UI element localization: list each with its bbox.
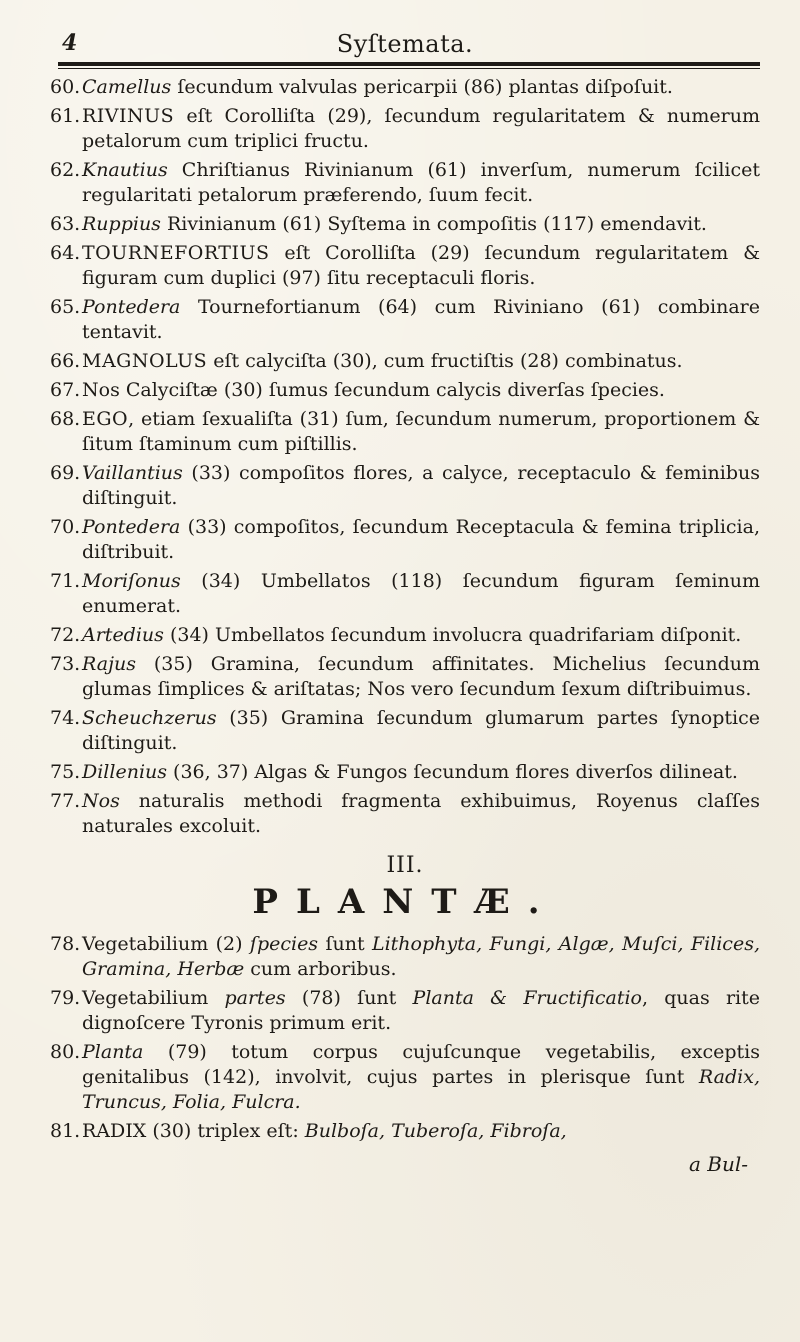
list-item	[50, 1119, 760, 1144]
list-item	[50, 407, 760, 457]
entry-text: Calyciſtæ (30) ſumus ſecundum calycis diverſas ſpecies.	[119, 379, 665, 401]
running-head	[50, 28, 760, 62]
catchword: a Bul-	[688, 1152, 748, 1176]
list-item	[50, 1040, 760, 1115]
list-item	[50, 241, 760, 291]
entry-text: Tournefortianum (64) cum Riviniano (61) combinare tentavit.	[82, 296, 760, 343]
list-item	[50, 295, 760, 345]
entry-number: 64.	[50, 242, 81, 264]
entry-text: (34) Umbellatos (118) ſecundum figuram ſeminum enumerat.	[82, 570, 760, 617]
entry-name: Pontedera	[82, 516, 181, 538]
entry-text: ſecundum valvulas pericarpii (86) plantas diſpoſuit.	[171, 76, 673, 98]
entry-number: 71.	[50, 570, 81, 592]
list-item	[50, 789, 760, 839]
entry-number: 61.	[50, 105, 81, 127]
entry-text: Chriſtianus Rivinianum (61) inverſum, numerum ſcilicet regularitati petalorum præferendo, ſuum fecit.	[82, 159, 760, 206]
list-item	[50, 515, 760, 565]
entry-text: eſt Corolliſta (29) ſecundum regularitatem & figuram cum duplici (97) ſitu receptaculi floris.	[82, 242, 760, 289]
entry-text: (33) compoſitos flores, a calyce, receptaculo & feminibus diſtinguit.	[82, 462, 760, 509]
entry-number: 79.	[50, 987, 81, 1009]
entry-number: 62.	[50, 159, 81, 181]
entry-name: Moriſonus	[82, 570, 181, 592]
entry-text: (78) ſunt	[285, 987, 413, 1009]
entry-text: ſunt	[318, 933, 372, 955]
entry-number: 63.	[50, 213, 81, 235]
entry-name: Scheuchzerus	[82, 707, 217, 729]
entry-name: Dillenius	[82, 761, 168, 783]
running-title: Syſtemata.	[336, 30, 474, 58]
header-rule	[58, 62, 760, 69]
entry-number: 81.	[50, 1120, 81, 1142]
entry-emphasis: Lithophyta, Fungi, Algæ, Muſci, Filices, Gramina, Herbæ	[82, 933, 760, 980]
entry-text: (33) compoſitos, ſecundum Receptacula & femina tripliciа, diſtribuit.	[82, 516, 760, 563]
section-title: PLANTÆ.	[252, 882, 558, 922]
entry-number: 60.	[50, 76, 81, 98]
list-item	[50, 623, 760, 648]
list-item	[50, 652, 760, 702]
entry-number: 80.	[50, 1041, 81, 1063]
list-item	[50, 569, 760, 619]
entry-number: 65.	[50, 296, 81, 318]
entry-text: (35) Gramina ſecundum glumarum partes ſynoptice diſtinguit.	[82, 707, 760, 754]
entry-name: Knautius	[82, 159, 168, 181]
entry-number: 74.	[50, 707, 81, 729]
entry-emphasis: ſpecies	[249, 933, 319, 955]
entry-name: Vaillantius	[82, 462, 183, 484]
entry-number: 73.	[50, 653, 81, 675]
page-number: 4	[62, 30, 78, 56]
entry-number: 75.	[50, 761, 81, 783]
list-item	[50, 212, 760, 237]
list-item	[50, 75, 760, 100]
entry-text: , etiam ſexualiſta (31) ſum, ſecundum numerum, proportionem & ſitum ſtaminum cum piſtillis.	[82, 408, 760, 455]
entry-number: 67.	[50, 379, 81, 401]
entry-number: 66.	[50, 350, 81, 372]
entry-text: (36, 37) Algas & Fungos ſecundum flores diverſos dilineat.	[167, 761, 738, 783]
entry-number: 68.	[50, 408, 81, 430]
entry-number: 70.	[50, 516, 81, 538]
entry-text: (79) totum corpus cujuſcunque vegetabilis, exceptis genitalibus (142), involvit, cujus partes in plerisque ſunt	[82, 1041, 760, 1088]
entries-top	[50, 75, 760, 839]
list-item	[50, 158, 760, 208]
entry-name: MAGNOLUS	[82, 350, 208, 372]
entry-text: Rivinianum (61) Syſtema in compoſitis (117) emendavit.	[160, 213, 707, 235]
list-item	[50, 378, 760, 403]
list-item	[50, 349, 760, 374]
entry-emphasis: Radix, Truncus, Folia, Fulcra.	[82, 1066, 760, 1113]
entry-text: (34) Umbellatos ſecundum involucra quadrifariam diſponit.	[163, 624, 742, 646]
entry-text: eſt calyciſta (30), cum fructiſtis (28) combinatus.	[207, 350, 683, 372]
entry-number: 77.	[50, 790, 81, 812]
entry-number: 72.	[50, 624, 81, 646]
entry-name: Ruppius	[82, 213, 161, 235]
entry-name: Nos	[82, 790, 120, 812]
entry-name: Artedius	[82, 624, 164, 646]
entry-number: 78.	[50, 933, 81, 955]
entry-name: Nos	[82, 379, 120, 401]
entry-text: naturalis methodi fragmenta exhibuimus, Royenus claſſes naturales excoluit.	[82, 790, 760, 837]
section-number: III.	[386, 853, 424, 878]
entry-lead: RADIX (30) triplex eſt:	[82, 1120, 305, 1142]
entry-emphasis: partes	[224, 987, 286, 1009]
entry-name: RIVINUS	[82, 105, 175, 127]
entry-name: Rajus	[82, 653, 136, 675]
entry-tail: , quas rite dignoſcere Tyronis primum erit.	[82, 987, 761, 1034]
list-item	[50, 461, 760, 511]
entry-lead: Vegetabilium	[82, 987, 225, 1009]
entry-number: 69.	[50, 462, 81, 484]
entry-emphasis: Planta & Fructificatio	[412, 987, 642, 1009]
entry-name: Camellus	[82, 76, 172, 98]
list-item	[50, 760, 760, 785]
list-item	[50, 706, 760, 756]
list-item	[50, 104, 760, 154]
entry-text: eſt Corolliſta (29), ſecundum regularitatem & numerum petalorum cum triplici fructu.	[82, 105, 760, 152]
entry-name: TOURNEFORTIUS	[82, 242, 270, 264]
entry-text: (35) Gramina, ſecundum affinitates. Michelius ſecundum glumas ſimplices & ariſtatas; Nos vero ſecundum ſexum diſtribuimus.	[82, 653, 760, 700]
entry-name: EGO	[82, 408, 129, 430]
entries-bottom	[50, 932, 760, 1144]
entry-lead: Vegetabilium (2)	[82, 933, 250, 955]
entry-tail: cum arboribus.	[244, 958, 397, 980]
entry-emphasis: Bulboſa, Tuberoſa, Fibroſa,	[304, 1120, 567, 1142]
list-item	[50, 932, 760, 982]
entry-name: Pontedera	[82, 296, 181, 318]
entry-emphasis: Planta	[82, 1041, 144, 1063]
list-item	[50, 986, 760, 1036]
